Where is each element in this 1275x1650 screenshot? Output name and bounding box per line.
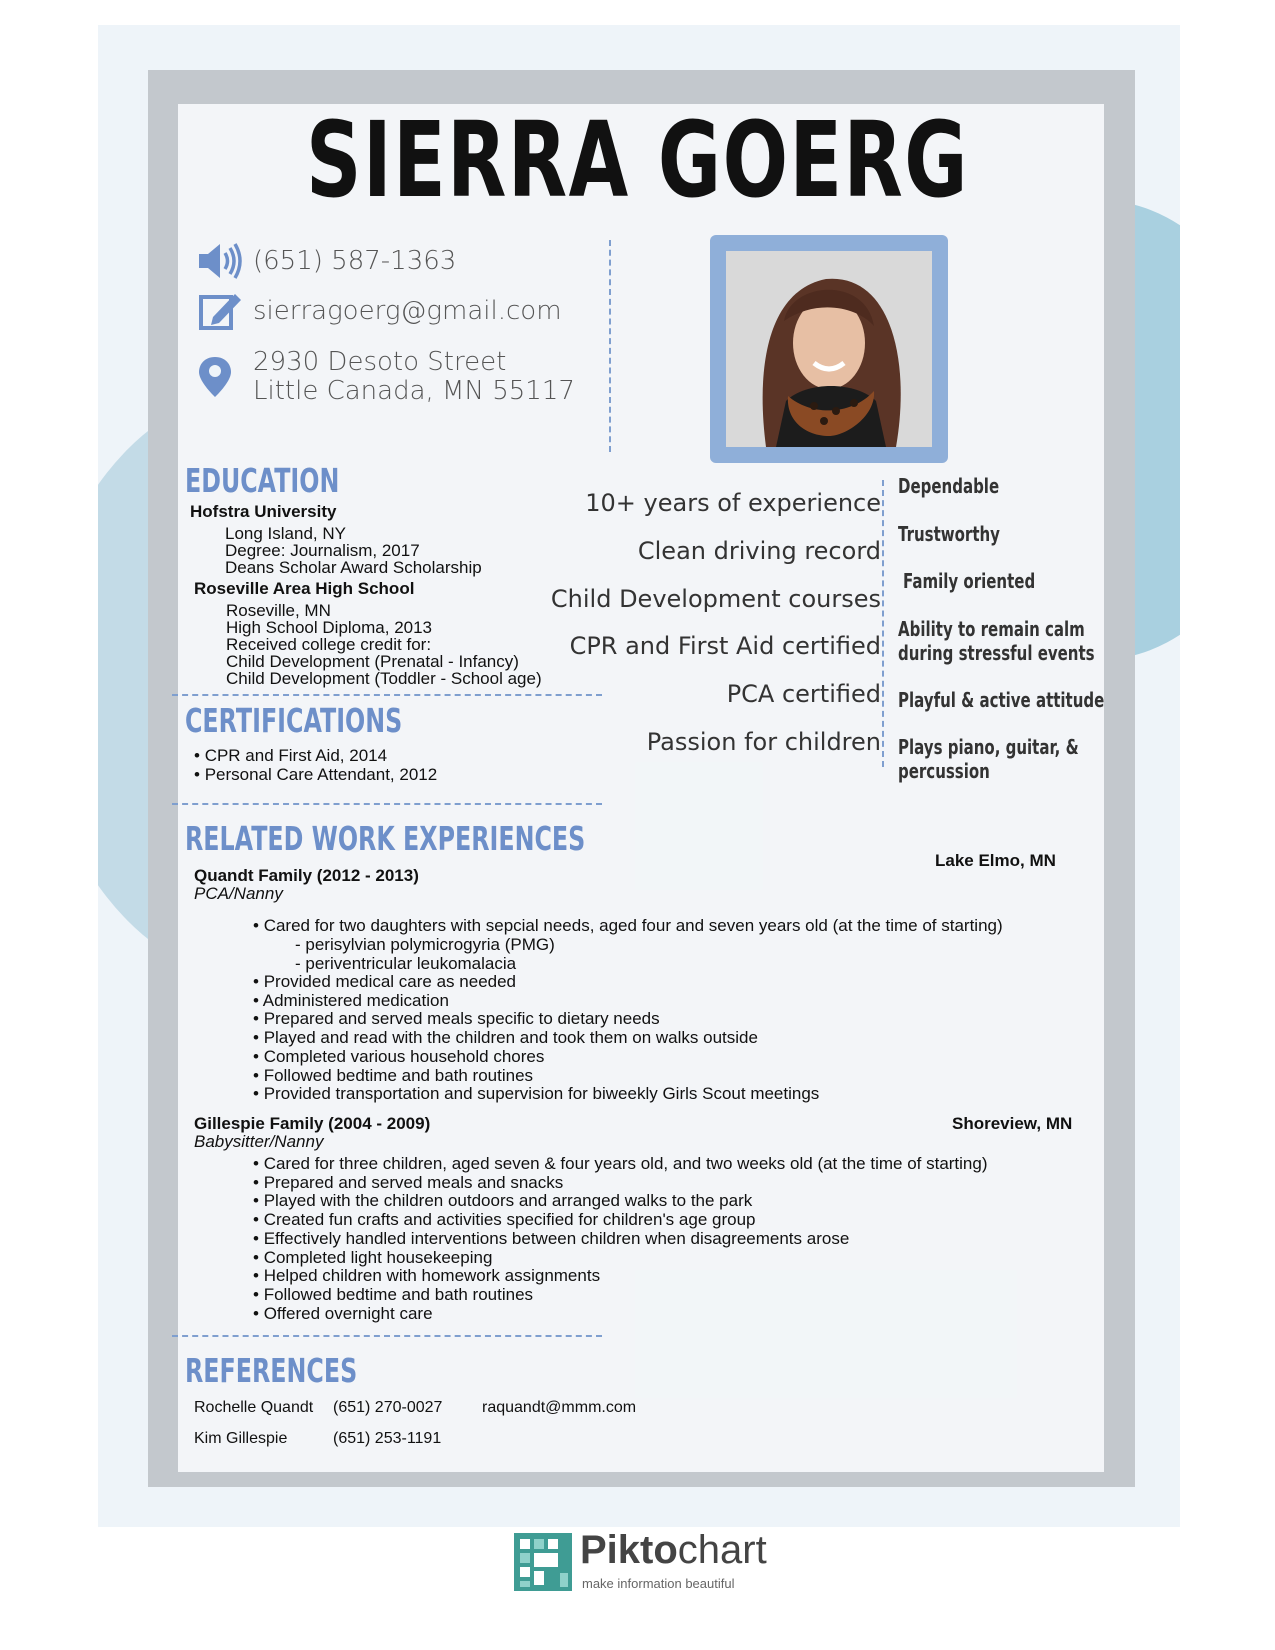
list-item: • Cared for three children, aged seven & four years old, and two weeks old (at the time of starting): [253, 1155, 988, 1174]
job-duties: [253, 917, 1003, 936]
divider: [609, 240, 611, 452]
job-sub-duties: [295, 936, 555, 973]
list-item: • Played and read with the children and took them on walks outside: [253, 1029, 819, 1048]
job-location: Lake Elmo, MN: [935, 851, 1056, 870]
job-role: PCA/Nanny: [194, 884, 283, 903]
trait-item: Dependable: [898, 474, 1000, 498]
email-address: sierragoerg@gmail.com: [253, 295, 562, 326]
contact-address: [197, 348, 575, 406]
job-employer: Quandt Family (2012 - 2013): [194, 866, 419, 885]
divider: [172, 694, 602, 696]
reference-name: Rochelle Quandt: [194, 1399, 314, 1416]
contact-email: [197, 291, 562, 331]
job-role: Babysitter/Nanny: [194, 1132, 324, 1151]
list-item: • Followed bedtime and bath routines: [253, 1286, 988, 1305]
school-detail: Roseville, MN: [226, 601, 331, 620]
list-item: • Personal Care Attendant, 2012: [194, 766, 437, 785]
reference-email[interactable]: raquandt@mmm.com: [482, 1399, 637, 1416]
certifications-list: [194, 747, 437, 784]
speaker-icon: [197, 241, 247, 281]
skill-item: Clean driving record: [637, 537, 881, 565]
skill-item: PCA certified: [726, 680, 881, 708]
job-duties: [253, 973, 819, 1104]
trait-item: Ability to remain calm: [898, 617, 1085, 641]
contact-phone: [197, 241, 456, 281]
skill-item: 10+ years of experience: [585, 489, 881, 517]
skill-item: Passion for children: [646, 728, 881, 756]
divider: [172, 803, 602, 805]
school-detail: Child Development (Toddler - School age): [226, 669, 542, 688]
school-detail: Received college credit for:: [226, 635, 432, 654]
list-item: • Prepared and served meals specific to dietary needs: [253, 1010, 819, 1029]
list-item: • Cared for two daughters with sepcial needs, aged four and seven years old (at the time of starting): [253, 917, 1003, 936]
list-item: • Followed bedtime and bath routines: [253, 1067, 819, 1086]
list-item: • Completed light housekeeping: [253, 1249, 988, 1268]
divider: [172, 1335, 602, 1337]
reference-phone: (651) 270-0027: [333, 1399, 443, 1416]
profile-photo: [726, 251, 932, 447]
reference-phone: (651) 253-1191: [333, 1430, 442, 1447]
school-detail: Degree: Journalism, 2017: [225, 541, 420, 560]
list-item: • Helped children with homework assignments: [253, 1267, 988, 1286]
piktochart-logo-icon: [514, 1533, 572, 1591]
trait-item: during stressful events: [898, 641, 1095, 665]
edit-icon: [197, 291, 247, 331]
phone-number: (651) 587-1363: [253, 245, 457, 276]
list-item: • Administered medication: [253, 992, 819, 1011]
school-name: Roseville Area High School: [194, 579, 415, 598]
trait-item: Trustworthy: [898, 522, 1000, 546]
job-location: Shoreview, MN: [952, 1114, 1073, 1133]
education-heading: EDUCATION: [185, 461, 340, 500]
address-line-1: 2930 Desoto Street: [253, 347, 507, 377]
skill-item: Child Development courses: [550, 585, 881, 613]
piktochart-brand: Piktochart: [580, 1528, 767, 1572]
trait-item: Plays piano, guitar, &: [898, 735, 1079, 759]
skill-item: CPR and First Aid certified: [569, 632, 881, 660]
address-line-2: Little Canada, MN 55117: [253, 376, 575, 406]
trait-item: percussion: [898, 759, 990, 783]
list-item: • Created fun crafts and activities specified for children's age group: [253, 1211, 988, 1230]
resume-name: SIERRA GOERG: [306, 99, 969, 221]
certifications-heading: CERTIFICATIONS: [185, 701, 403, 740]
school-detail: Child Development (Prenatal - Infancy): [226, 652, 519, 671]
job-duties: [253, 1155, 988, 1323]
list-item: - periventricular leukomalacia: [295, 955, 555, 974]
school-detail: High School Diploma, 2013: [226, 618, 433, 637]
list-item: • CPR and First Aid, 2014: [194, 747, 437, 766]
piktochart-tagline: make information beautiful: [582, 1576, 735, 1591]
map-pin-icon: [197, 355, 247, 399]
list-item: • Offered overnight care: [253, 1305, 988, 1324]
work-heading: RELATED WORK EXPERIENCES: [185, 819, 586, 858]
list-item: • Provided medical care as needed: [253, 973, 819, 992]
list-item: • Completed various household chores: [253, 1048, 819, 1067]
school-detail: Deans Scholar Award Scholarship: [225, 558, 482, 577]
job-employer: Gillespie Family (2004 - 2009): [194, 1114, 431, 1133]
references-heading: REFERENCES: [185, 1351, 358, 1390]
list-item: • Effectively handled interventions between children when disagreements arose: [253, 1230, 988, 1249]
list-item: • Prepared and served meals and snacks: [253, 1174, 988, 1193]
divider: [882, 480, 884, 767]
list-item: • Provided transportation and supervision for biweekly Girls Scout meetings: [253, 1085, 819, 1104]
school-detail: Long Island, NY: [225, 524, 346, 543]
school-name: Hofstra University: [190, 502, 337, 521]
reference-name: Kim Gillespie: [194, 1430, 288, 1447]
trait-item: Playful & active attitude: [898, 688, 1105, 712]
list-item: • Played with the children outdoors and arranged walks to the park: [253, 1192, 988, 1211]
trait-item: Family oriented: [903, 569, 1036, 593]
list-item: - perisylvian polymicrogyria (PMG): [295, 936, 555, 955]
